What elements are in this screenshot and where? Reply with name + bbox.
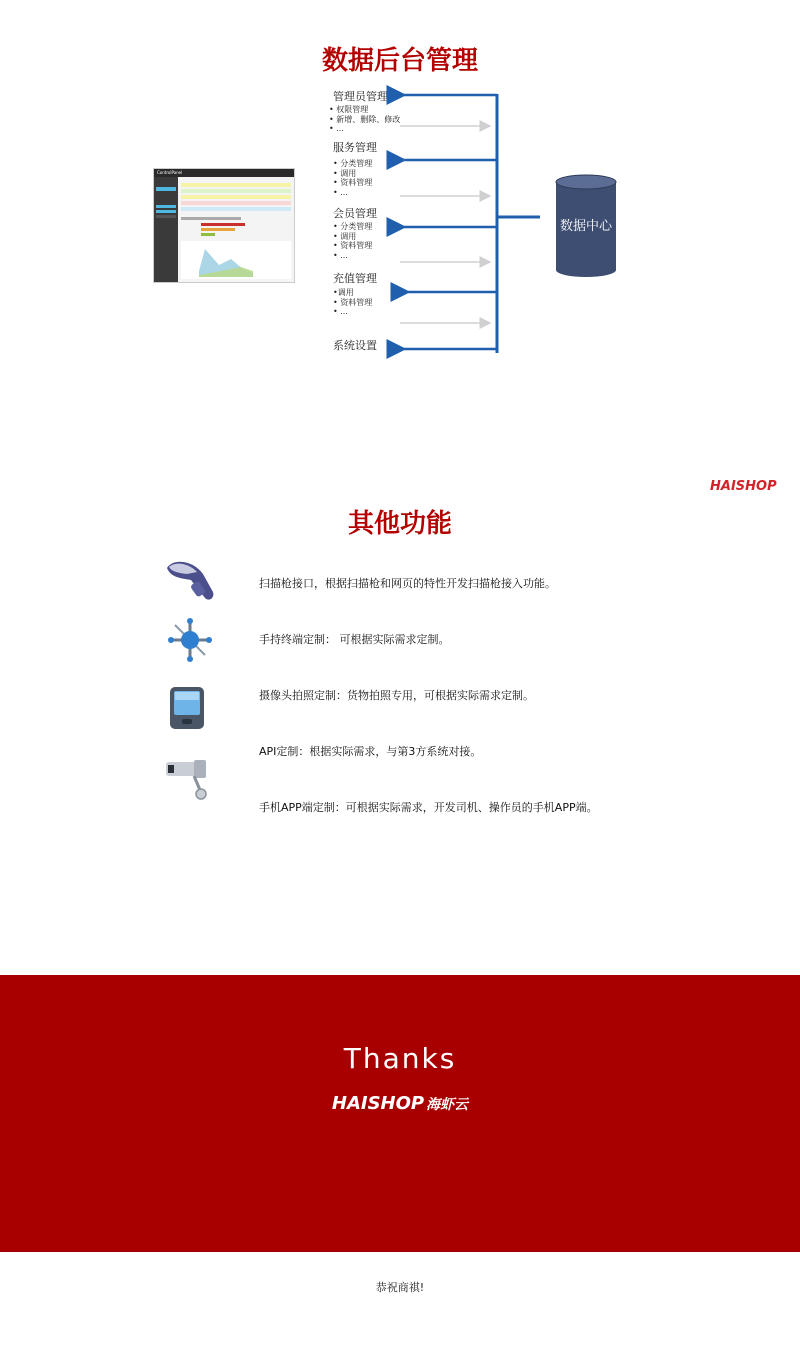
group-item: • 调用 — [333, 168, 357, 178]
group-title: 服务管理 — [333, 141, 377, 154]
group-item: • 新增、删除、修改 — [329, 114, 401, 124]
pda-device-icon — [166, 685, 208, 731]
screenshot-title: ControlPanel — [157, 170, 183, 175]
group-item: • 分类管理 — [333, 222, 373, 231]
group-title: 管理员管理 — [333, 90, 388, 103]
section-title-data-admin: 数据后台管理 — [321, 46, 478, 76]
group-title: 充值管理 — [333, 272, 377, 285]
group-title: 系统设置 — [333, 339, 377, 352]
group-item: • ... — [333, 250, 348, 260]
security-camera-icon — [164, 756, 212, 800]
group-item: • 资料管理 — [333, 241, 373, 250]
group-item: • ... — [329, 124, 344, 133]
group-item: • 分类管理 — [333, 159, 373, 168]
feature-text: 扫描枪接口，根据扫描枪和网页的特性开发扫描枪接入功能。 — [259, 577, 556, 590]
group-item: • 调用 — [333, 231, 357, 241]
handheld-terminal-icon — [167, 617, 213, 663]
group-item: •调用 — [333, 288, 354, 297]
feature-text: API定制：根据实际需求，与第3方系统对接。 — [259, 745, 482, 758]
brand-name-cn: 海虾云 — [426, 1097, 469, 1113]
group-item: • 权限管理 — [329, 105, 369, 114]
diagram-arrows — [0, 0, 800, 400]
feature-text: 手持终端定制： 可根据实际需求定制。 — [259, 633, 450, 646]
group-item: • 资料管理 — [333, 178, 373, 187]
section-title-other-features: 其他功能 — [347, 509, 452, 539]
brand-logo-footer — [0, 1093, 800, 1114]
group-item: • ... — [333, 307, 348, 316]
group-item: • ... — [333, 187, 348, 197]
thanks-text: Thanks — [343, 1042, 457, 1075]
data-center-label: 数据中心 — [559, 219, 612, 234]
barcode-scanner-icon — [163, 556, 219, 604]
feature-text: 摄像头拍照定制：货物拍照专用，可根据实际需求定制。 — [259, 689, 534, 702]
group-item: • 资料管理 — [333, 297, 373, 307]
group-title: 会员管理 — [333, 207, 377, 220]
brand-name: HAISHOP — [331, 1093, 425, 1114]
brand-logo-small: HAISHOP — [710, 479, 777, 494]
closing-text: 恭祝商祺! — [375, 1281, 425, 1294]
feature-text: 手机APP端定制：可根据实际需求，开发司机、操作员的手机APP端。 — [259, 801, 598, 814]
thanks-banner — [0, 975, 800, 1252]
